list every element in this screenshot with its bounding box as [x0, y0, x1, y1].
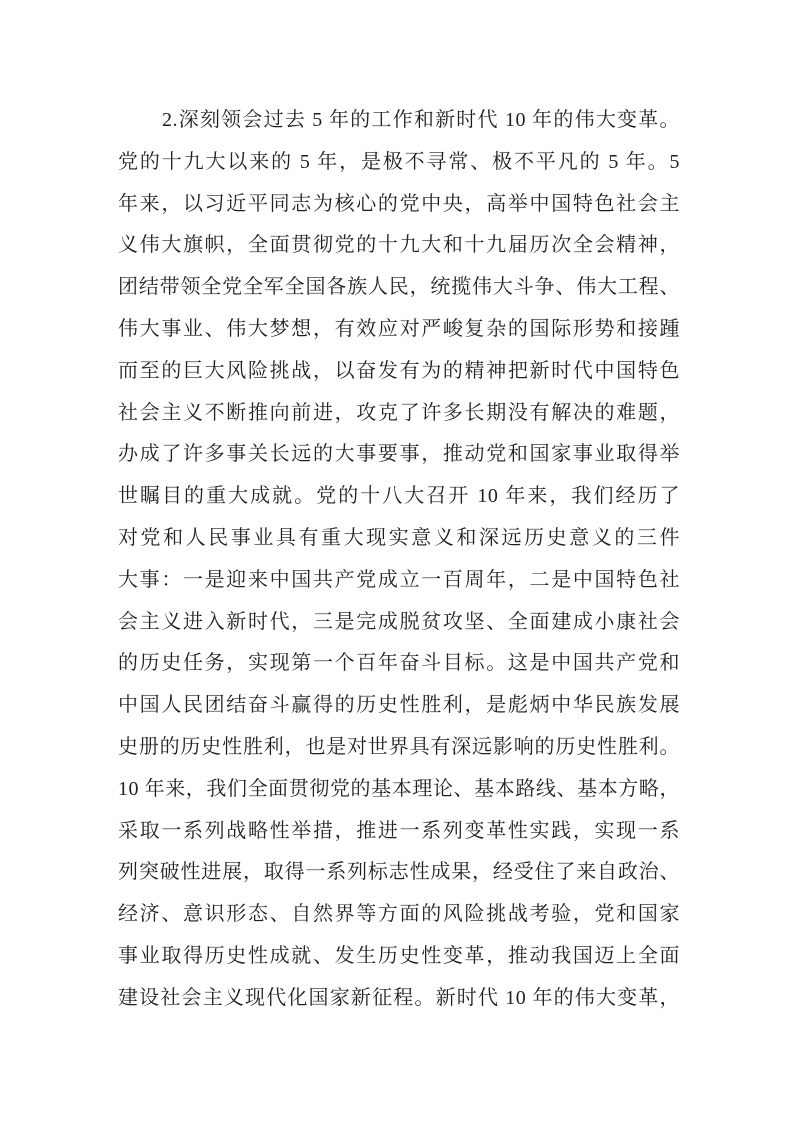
text-line: 中国人民团结奋斗赢得的历史性胜利，是彪炳中华民族发展	[118, 694, 680, 717]
text-line: 而至的巨大风险挑战，以奋发有为的精神把新时代中国特色	[118, 359, 680, 382]
text-line: 义伟大旗帜，全面贯彻党的十九大和十九届历次全会精神，	[118, 234, 680, 257]
text-line: 10 年来，我们全面贯彻党的基本理论、基本路线、基本方略，	[118, 777, 680, 800]
text-line: 史册的历史性胜利，也是对世界具有深远影响的历史性胜利。	[118, 735, 680, 758]
text-line: 2.深刻领会过去 5 年的工作和新时代 10 年的伟大变革。	[162, 109, 680, 131]
text-line: 办成了许多事关长远的大事要事，推动党和国家事业取得举	[118, 443, 680, 466]
text-line: 的历史任务，实现第一个百年奋斗目标。这是中国共产党和	[118, 652, 680, 675]
text-line: 对党和人民事业具有重大现实意义和深远历史意义的三件	[118, 526, 680, 549]
text-line: 经济、意识形态、自然界等方面的风险挑战考验，党和国家	[118, 903, 680, 926]
text-line: 事业取得历史性成就、发生历史性变革，推动我国迈上全面	[118, 944, 680, 967]
text-line: 会主义进入新时代，三是完成脱贫攻坚、全面建成小康社会	[118, 610, 680, 633]
text-line: 建设社会主义现代化国家新征程。新时代 10 年的伟大变革，	[118, 986, 680, 1009]
text-line: 世瞩目的重大成就。党的十八大召开 10 年来，我们经历了	[118, 485, 680, 508]
text-line: 采取一系列战略性举措，推进一系列变革性实践，实现一系	[118, 819, 680, 842]
paragraph-block	[118, 100, 680, 1020]
text-line: 社会主义不断推向前进，攻克了许多长期没有解决的难题，	[118, 401, 680, 424]
text-line: 年来，以习近平同志为核心的党中央，高举中国特色社会主	[118, 192, 680, 215]
text-line: 党的十九大以来的 5 年，是极不寻常、极不平凡的 5 年。5	[118, 150, 680, 173]
text-line: 团结带领全党全军全国各族人民，统揽伟大斗争、伟大工程、	[118, 276, 680, 299]
text-line: 大事：一是迎来中国共产党成立一百周年，二是中国特色社	[118, 568, 680, 591]
text-line: 列突破性进展，取得一系列标志性成果，经受住了来自政治、	[118, 861, 680, 884]
text-line: 伟大事业、伟大梦想，有效应对严峻复杂的国际形势和接踵	[118, 317, 680, 340]
